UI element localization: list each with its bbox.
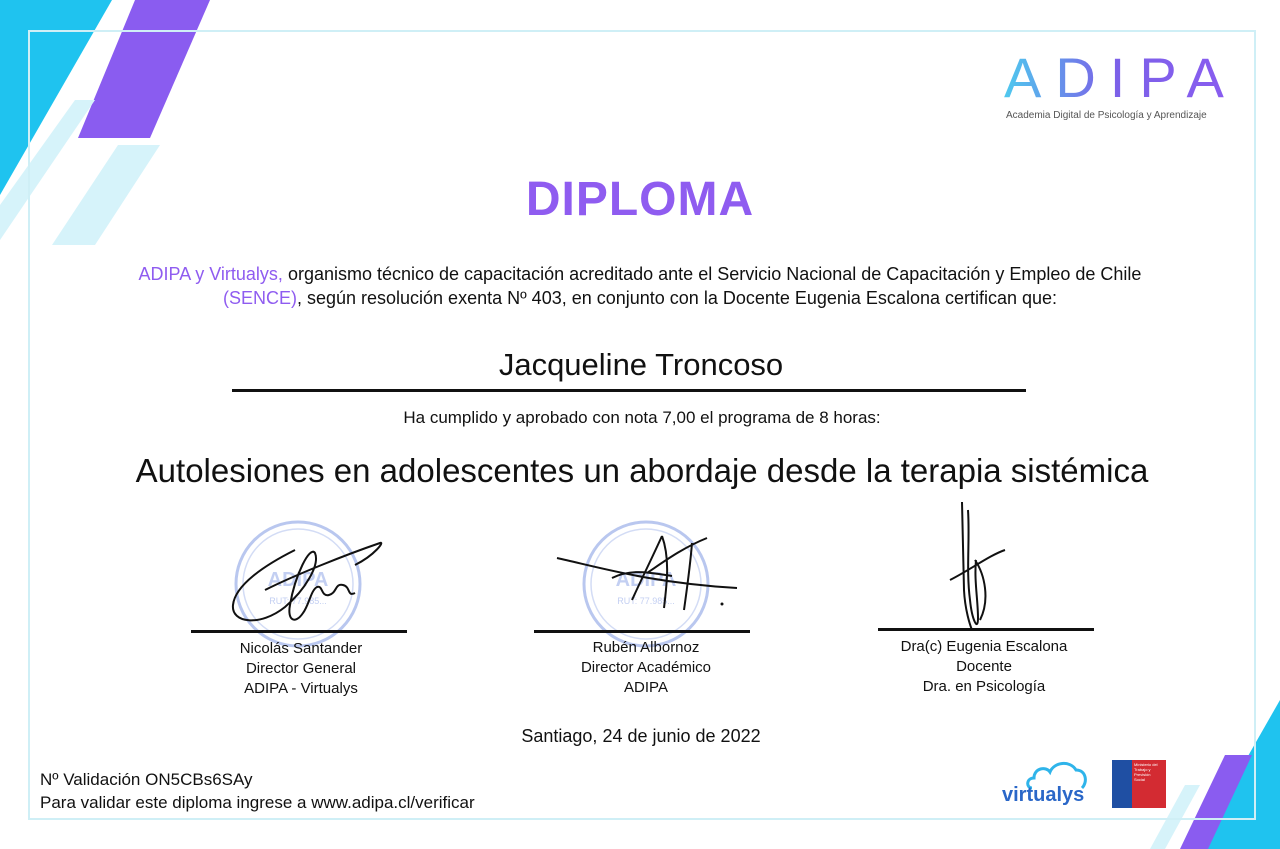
signatory-3 (874, 637, 1094, 697)
grade-text-before: Ha cumplido y aprobado con nota (403, 408, 663, 427)
recipient-underline (232, 389, 1026, 392)
stamp-rut: RUT: 77.985... (269, 596, 327, 606)
virtualys-logo: virtualys (1002, 784, 1085, 806)
signatory-name: Dra(c) Eugenia Escalona (900, 638, 1068, 655)
stamp-text: ADIPA (615, 569, 677, 591)
signature-line-1 (191, 630, 407, 633)
signatory-role: Docente (956, 658, 1012, 675)
certification-statement (100, 262, 1180, 310)
signatory-name: Nicolás Santander (239, 640, 363, 657)
signatory-org: ADIPA - Virtualys (244, 680, 358, 697)
recipient-name: Jacqueline Troncoso (498, 347, 784, 382)
issue-date: 24 de junio de 2022 (602, 726, 761, 746)
issuer-names: ADIPA y Virtualys, (138, 264, 283, 284)
signature-escalona (930, 500, 1020, 635)
grade-text-after: el programa de 8 horas: (695, 408, 881, 427)
sence-acronym: (SENCE) (222, 288, 297, 308)
signatory-org: ADIPA (624, 679, 668, 696)
ministry-text: Ministerio del Trabajo y Previsión Social (1134, 762, 1158, 782)
signatory-2 (536, 638, 756, 698)
signature-albornoz (552, 528, 752, 618)
validation-instructions: Para validar este diploma ingrese a www.adipa.cl/verificar (40, 793, 475, 812)
signatory-role: Director Académico (580, 659, 712, 676)
signature-line-2 (534, 630, 750, 633)
statement-text-2: , según resolución exenta Nº 403, en conjunto con la Docente Eugenia Escalona certifican que: (296, 288, 1058, 308)
logo-subtitle: Academia Digital de Psicología y Aprendizaje (1006, 110, 1207, 121)
signature-santander (225, 535, 395, 635)
adipa-logo (1000, 46, 1240, 130)
grade-value: 7,00 (662, 408, 696, 427)
signatory-name: Rubén Albornoz (592, 639, 700, 656)
signatory-org: Dra. en Psicología (922, 678, 1046, 695)
logo-wordmark: ADIPA (1004, 46, 1238, 109)
validation-info (40, 768, 475, 814)
validation-label: Nº Validación (40, 770, 141, 789)
place-and-date (0, 726, 1280, 747)
validation-code: ON5CBs6SAy (145, 770, 253, 789)
grade-statement (0, 408, 1280, 428)
signatory-role: Director General (245, 660, 357, 677)
stamp-rut: RUT: 77.985... (617, 596, 675, 606)
stamp-text: ADIPA (267, 569, 329, 591)
course-title: Autolesiones en adolescentes un abordaje desde la terapia sistémica (135, 452, 1149, 489)
signatory-1 (191, 639, 411, 699)
ministry-logo (1112, 760, 1166, 808)
place: Santiago, (521, 726, 598, 746)
signature-line-3 (878, 628, 1094, 631)
diploma-title: DIPLOMA (525, 173, 755, 226)
statement-text-1: organismo técnico de capacitación acreditado ante el Servicio Nacional de Capacitación y Empleo de Chile (282, 264, 1142, 284)
